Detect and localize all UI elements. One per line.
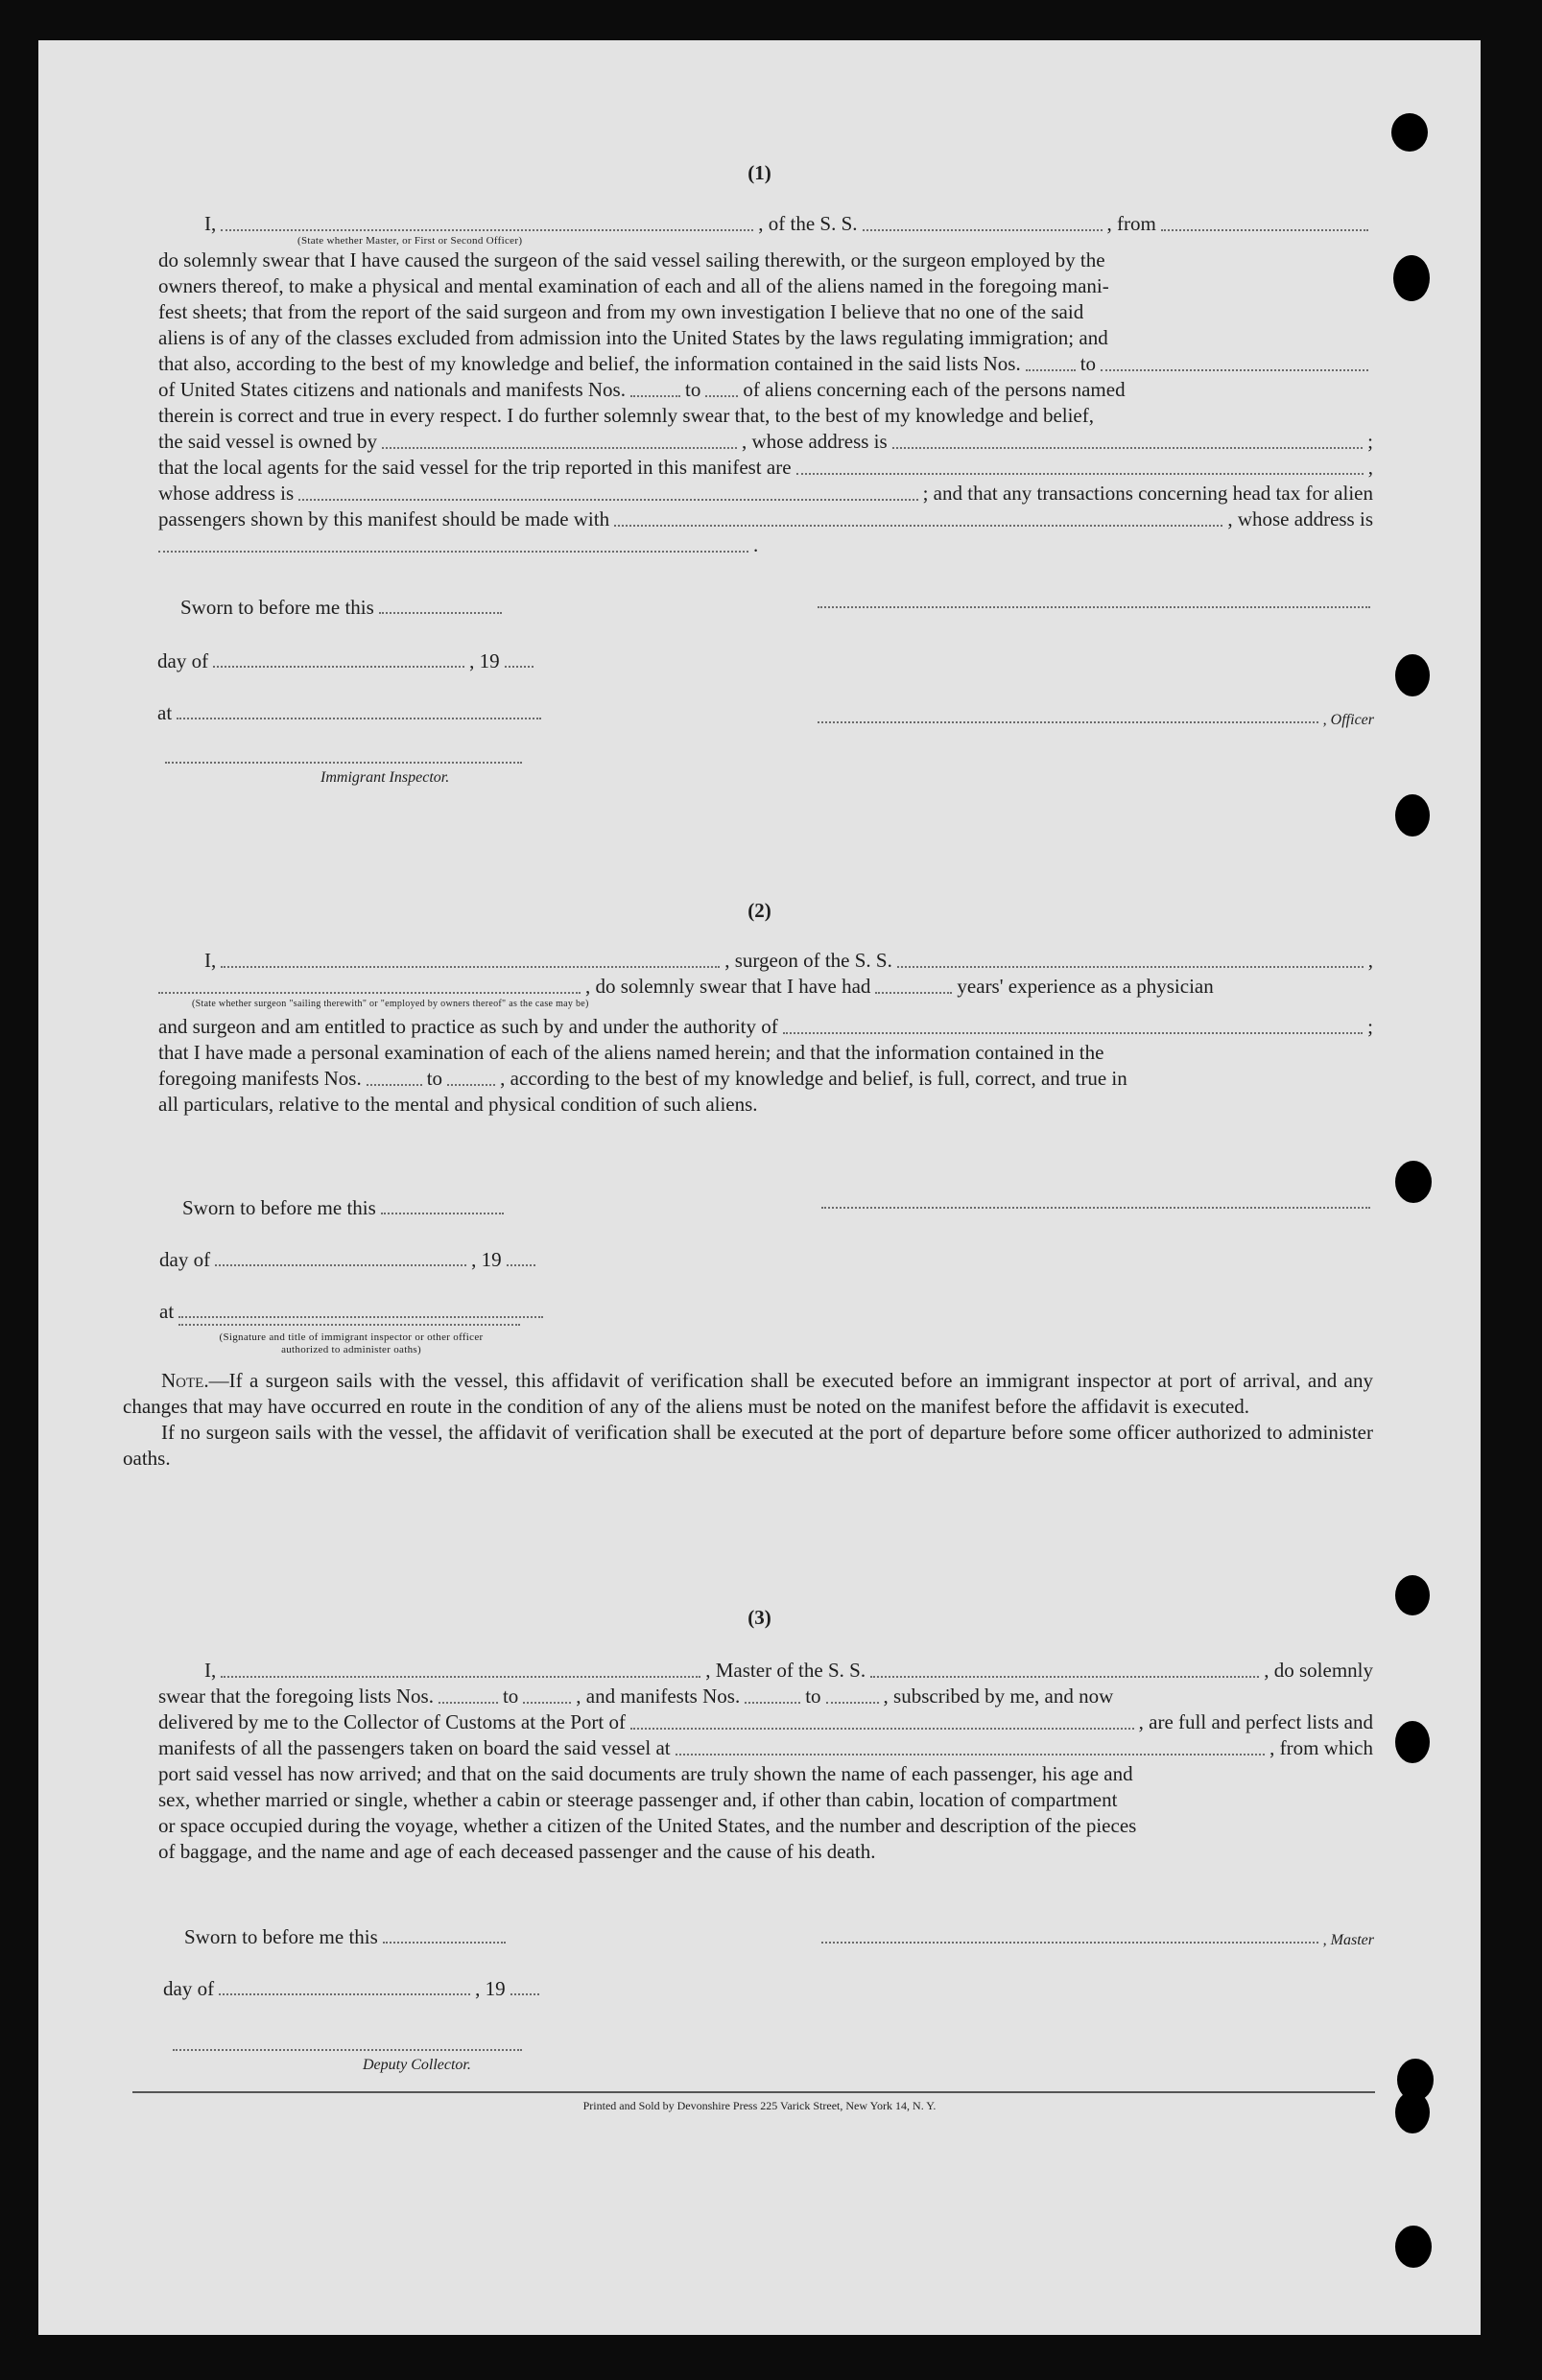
s1-place-field[interactable]: [177, 718, 541, 719]
s3-master-of: , Master of the S. S.: [705, 1659, 866, 1682]
s3-do-solemnly: , do solemnly: [1264, 1659, 1373, 1682]
s1-month-field[interactable]: [213, 666, 464, 668]
s2-sig-note: (Signature and title of immigrant inspector or other officer authorized to administer oaths): [219, 1331, 484, 1355]
s2-manifests-to-field[interactable]: [447, 1084, 495, 1086]
s2-day-of: day of: [159, 1248, 211, 1271]
s2-month-field[interactable]: [215, 1264, 466, 1266]
printer-imprint: Printed and Sold by Devonshire Press 225 Varick Street, New York 14, N. Y.: [582, 2099, 937, 2112]
s3-lists-from-field[interactable]: [439, 1702, 498, 1704]
s3-line: , are full and perfect lists and: [1138, 1710, 1373, 1733]
s3-collector-label: Deputy Collector.: [363, 2057, 471, 2073]
s1-from: , from: [1106, 212, 1156, 235]
s3-line: , and manifests Nos.: [576, 1685, 741, 1708]
s3-manifests-to-field[interactable]: [826, 1702, 879, 1704]
s1-line: the said vessel is owned by: [158, 430, 378, 453]
punch-hole: [1395, 1161, 1432, 1203]
s1-officer-sig-line[interactable]: [818, 721, 1318, 723]
s1-headtax-address-field[interactable]: [158, 551, 748, 553]
section-2-heading: (2): [747, 899, 771, 922]
s3-line: sex, whether married or single, whether a cabin or steerage passenger and, if other than cabin, location of compartment: [158, 1788, 1118, 1811]
s1-year-prefix: , 19: [469, 649, 500, 672]
s3-lists-to-field[interactable]: [523, 1702, 571, 1704]
s1-line: fest sheets; that from the report of the said surgeon and from my own investigation I believe that no one of the said: [158, 300, 1084, 323]
s2-line: that I have made a personal examination of each of the aliens named herein; and that the information contained in the: [158, 1041, 1104, 1064]
s3-port-field[interactable]: [630, 1728, 1134, 1730]
s2-line: , according to the best of my knowledge and belief, is full, correct, and true in: [500, 1067, 1127, 1090]
s1-line: .: [753, 533, 759, 556]
s3-sworn-day-field[interactable]: [383, 1942, 506, 1944]
s2-year-field[interactable]: [507, 1264, 535, 1266]
s1-line: of United States citizens and nationals and manifests Nos.: [158, 378, 626, 401]
s1-state-note: (State whether Master, or First or Second Officer): [297, 235, 523, 247]
s1-line: ; and that any transactions concerning head tax for alien: [922, 482, 1373, 505]
s3-line: manifests of all the passengers taken on board the said vessel at: [158, 1736, 671, 1759]
s2-signature-line[interactable]: [821, 1207, 1370, 1209]
s2-i: I,: [204, 949, 217, 972]
s3-to: to: [502, 1685, 519, 1708]
s3-origin-port-field[interactable]: [676, 1754, 1266, 1756]
s1-officer-label: , Officer: [1322, 712, 1374, 728]
s3-year-prefix: , 19: [475, 1977, 506, 2000]
s1-manifests-from-field[interactable]: [630, 395, 680, 397]
s1-signature-line[interactable]: [818, 606, 1370, 608]
s1-manifests-to-field[interactable]: [705, 395, 738, 397]
s2-swear: , do solemnly swear that I have had: [585, 975, 871, 998]
footer-rule: [132, 2091, 1375, 2093]
s2-jurat: [142, 1191, 574, 1324]
s1-to: to: [1079, 352, 1097, 375]
s1-i: I,: [204, 212, 217, 235]
s1-agents-field[interactable]: [796, 473, 1364, 475]
s1-line: do solemnly swear that I have caused the surgeon of the said vessel sailing therewith, or the surgeon employed by the: [158, 248, 1105, 271]
s1-line: whose address is: [158, 482, 295, 505]
s2-years-field[interactable]: [875, 992, 952, 994]
section-2-oath: [158, 948, 1373, 1118]
s3-line: , from which: [1269, 1736, 1373, 1759]
s2-to: to: [426, 1067, 443, 1090]
s1-jurat: [140, 591, 572, 725]
s3-jurat: [142, 1920, 574, 2001]
s2-sworn-day-field[interactable]: [381, 1213, 504, 1214]
s1-year-field[interactable]: [505, 666, 534, 668]
s1-line: that also, according to the best of my knowledge and belief, the information contained in the said lists Nos.: [158, 352, 1021, 375]
s3-master-sig: [821, 1920, 1374, 1949]
s1-owner-field[interactable]: [382, 447, 737, 449]
s1-line: ,: [1367, 456, 1373, 479]
s3-master-name-field[interactable]: [221, 1676, 700, 1678]
s3-day-of: day of: [163, 1977, 215, 2000]
s1-inspector-label: Immigrant Inspector.: [320, 769, 450, 786]
s3-to: to: [805, 1685, 821, 1708]
s2-inspector-line[interactable]: [178, 1324, 520, 1326]
s1-from-field[interactable]: [1161, 229, 1368, 231]
s1-agents-address-field[interactable]: [298, 499, 917, 501]
s3-master-label: , Master: [1322, 1932, 1374, 1948]
s1-line: aliens is of any of the classes excluded from admission into the United States by the laws regulating immigration; and: [158, 326, 1108, 349]
s1-line: passengers shown by this manifest should be made with: [158, 507, 610, 530]
s3-vessel-field[interactable]: [870, 1676, 1259, 1678]
s3-line: or space occupied during the voyage, whether a citizen of the United States, and the number and description of the pieces: [158, 1814, 1137, 1837]
punch-hole: [1395, 654, 1430, 696]
s1-inspector-line[interactable]: [165, 762, 522, 764]
s2-line: foregoing manifests Nos.: [158, 1067, 362, 1090]
s3-line: swear that the foregoing lists Nos.: [158, 1685, 434, 1708]
s3-line: port said vessel has now arrived; and that on the said documents are truly shown the name of each passenger, his age and: [158, 1762, 1133, 1785]
s3-manifests-from-field[interactable]: [745, 1702, 800, 1704]
s2-at: at: [159, 1300, 175, 1323]
s1-to: to: [684, 378, 701, 401]
s2-status-field[interactable]: [158, 992, 581, 994]
punch-hole: [1395, 1721, 1430, 1763]
section-3-oath: [158, 1658, 1373, 1865]
s3-line: delivered by me to the Collector of Customs at the Port of: [158, 1710, 626, 1733]
s2-note-label: Note.: [161, 1369, 209, 1392]
s2-surgeon-name-field[interactable]: [221, 966, 720, 968]
s1-line: , whose address is: [742, 430, 888, 453]
section-3-heading: (3): [747, 1606, 771, 1629]
s2-authority-field[interactable]: [783, 1032, 1363, 1034]
s2-sworn: Sworn to before me this: [182, 1196, 376, 1219]
s1-vessel-field[interactable]: [863, 229, 1103, 231]
s1-officer-sig: [818, 712, 1374, 729]
s2-vessel-field[interactable]: [897, 966, 1364, 968]
punch-hole: [1395, 2226, 1432, 2268]
s3-sworn: Sworn to before me this: [184, 1925, 378, 1948]
s1-line: owners thereof, to make a physical and mental examination of each and all of the aliens named in the foregoing mani-: [158, 274, 1109, 297]
s1-of-ss: , of the S. S.: [758, 212, 858, 235]
s1-line: , whose address is: [1227, 507, 1373, 530]
s2-note-text-2: If no surgeon sails with the vessel, the affidavit of verification shall be executed at the port of departure before some officer authorized to administer oaths.: [123, 1421, 1373, 1470]
s2-surgeon-of: , surgeon of the S. S.: [724, 949, 892, 972]
s1-line: that the local agents for the said vessel for the trip reported in this manifest are: [158, 456, 792, 479]
s1-sworn-day-field[interactable]: [379, 612, 502, 614]
s1-owner-address-field[interactable]: [892, 447, 1363, 449]
s3-collector-line[interactable]: [173, 2049, 522, 2051]
s2-year-prefix: , 19: [471, 1248, 502, 1271]
punch-hole: [1395, 794, 1430, 837]
s2-manifests-from-field[interactable]: [367, 1084, 422, 1086]
s3-line: of baggage, and the name and age of each deceased passenger and the cause of his death.: [158, 1840, 876, 1863]
s1-at: at: [157, 701, 173, 724]
s1-lists-to-field[interactable]: [1101, 369, 1368, 371]
s2-state-note: (State whether surgeon "sailing therewith" or "employed by owners thereof" as the case may be): [192, 999, 589, 1009]
s1-headtax-field[interactable]: [614, 525, 1222, 527]
s3-master-sig-line[interactable]: [821, 1942, 1318, 1944]
manifest-page: [38, 40, 1481, 2335]
s3-line: , subscribed by me, and now: [883, 1685, 1114, 1708]
s2-line: and surgeon and am entitled to practice as such by and under the authority of: [158, 1015, 778, 1038]
punch-hole: [1393, 255, 1430, 301]
s2-note: [123, 1368, 1373, 1472]
section-1-heading: (1): [747, 161, 771, 184]
s2-comma: ,: [1367, 949, 1373, 972]
s1-line: ;: [1367, 430, 1373, 453]
s3-month-field[interactable]: [219, 1993, 470, 1995]
s2-place-field[interactable]: [178, 1316, 543, 1318]
s1-sworn: Sworn to before me this: [180, 596, 374, 619]
s3-i: I,: [204, 1659, 217, 1682]
s2-years: years' experience as a physician: [957, 975, 1214, 998]
s3-year-field[interactable]: [510, 1993, 539, 1995]
s1-line: of aliens concerning each of the persons named: [743, 378, 1126, 401]
punch-hole: [1391, 113, 1428, 152]
s1-lists-from-field[interactable]: [1026, 369, 1076, 371]
section-1-oath: [158, 211, 1373, 558]
s1-line: therein is correct and true in every respect. I do further solemnly swear that, to the best of my knowledge and belief,: [158, 404, 1094, 427]
s1-officer-field[interactable]: [221, 229, 753, 231]
s2-line: ;: [1367, 1015, 1373, 1038]
s2-line: all particulars, relative to the mental and physical condition of such aliens.: [158, 1093, 758, 1116]
s1-day-of: day of: [157, 649, 209, 672]
s2-note-text: —If a surgeon sails with the vessel, this affidavit of verification shall be executed before an immigrant inspector at port of arrival, and any changes that may have occurred en route in the condition of any of the aliens must be noted on the manifest before the affidavit is executed.: [123, 1369, 1373, 1418]
